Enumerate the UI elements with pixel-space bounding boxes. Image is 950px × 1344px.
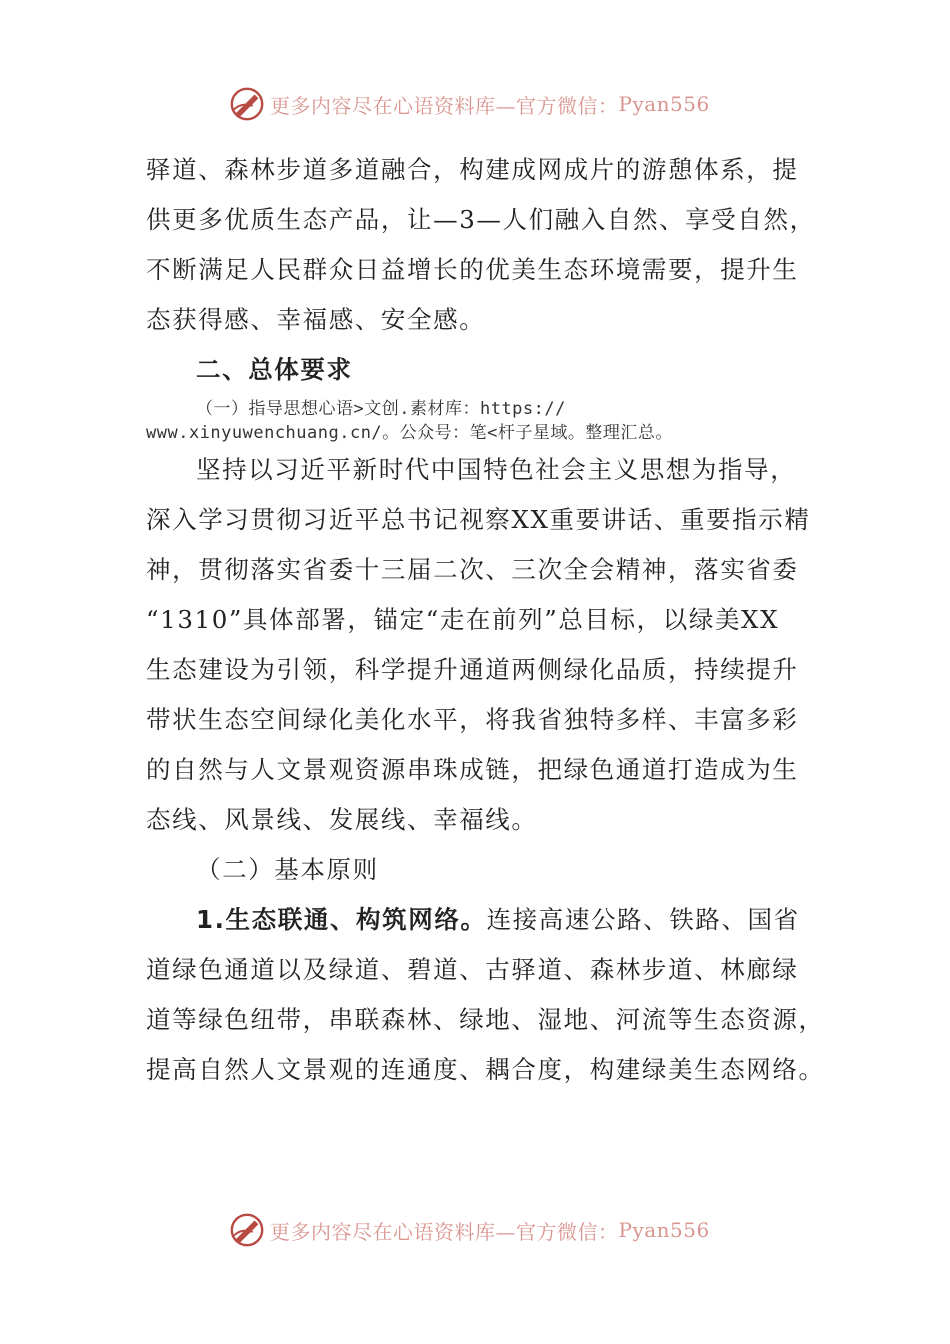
principle-1-line-2: 道绿色通道以及绿道、碧道、古驿道、森林步道、林廊绿 [146, 955, 799, 984]
principle-1-text: 连接高速公路、铁路、国省 [486, 905, 800, 934]
paragraph-2-line-7: 的自然与人文景观资源串珠成链，把绿色通道打造成为生 [146, 755, 799, 784]
paragraph-2-line-8: 态线、风景线、发展线、幸福线。 [146, 805, 538, 834]
principle-1-line-3: 道等绿色纽带，串联森林、绿地、湿地、河流等生态资源， [146, 1005, 825, 1034]
paragraph-2-line-4: “1310”具体部署，锚定“走在前列”总目标，以绿美XX [146, 605, 780, 634]
watermark-text: 更多内容尽在心语资料库—官方微信： [270, 1219, 619, 1244]
paragraph-2-line-2: 深入学习贯彻习近平总书记视察XX重要讲话、重要指示精 [146, 505, 811, 534]
section-2-heading: 二、总体要求 [196, 355, 353, 384]
paragraph-1-line-1: 驿道、森林步道多道融合，构建成网成片的游憩体系，提 [146, 155, 799, 184]
subsection-1-note: www.xinyuwenchuang.cn/。公众号：笔<杆子星域。整理汇总。 [146, 423, 673, 443]
principle-1-line-4: 提高自然人文景观的连通度、耦合度，构建绿美生态网络。 [146, 1055, 825, 1084]
subsection-1-heading: （一）指导思想心语>文创.素材库：https:// [196, 399, 566, 419]
watermark-wechat: Pyan556 [618, 92, 710, 116]
principle-1-line-1 [196, 904, 800, 936]
footer-watermark [228, 1208, 748, 1252]
paragraph-2-line-5: 生态建设为引领，科学提升通道两侧绿化品质，持续提升 [146, 655, 799, 684]
subsection-2-heading: （二）基本原则 [196, 855, 379, 884]
principle-1-title: 1.生态联通、构筑网络。 [196, 905, 487, 934]
pen-logo-icon [228, 1211, 266, 1249]
watermark-text: 更多内容尽在心语资料库—官方微信： [270, 93, 619, 118]
paragraph-1-line-3: 不断满足人民群众日益增长的优美生态环境需要，提升生 [146, 255, 799, 284]
paragraph-2-line-1: 坚持以习近平新时代中国特色社会主义思想为指导， [196, 455, 797, 484]
pen-logo-icon [228, 85, 266, 123]
header-watermark [228, 82, 748, 126]
paragraph-1-line-4: 态获得感、幸福感、安全感。 [146, 305, 486, 334]
paragraph-2-line-3: 神，贯彻落实省委十三届二次、三次全会精神，落实省委 [146, 555, 799, 584]
paragraph-2-line-6: 带状生态空间绿化美化水平，将我省独特多样、丰富多彩 [146, 705, 799, 734]
watermark-wechat: Pyan556 [618, 1218, 710, 1242]
paragraph-1-line-2: 供更多优质生态产品，让—3—人们融入自然、享受自然， [146, 205, 816, 234]
